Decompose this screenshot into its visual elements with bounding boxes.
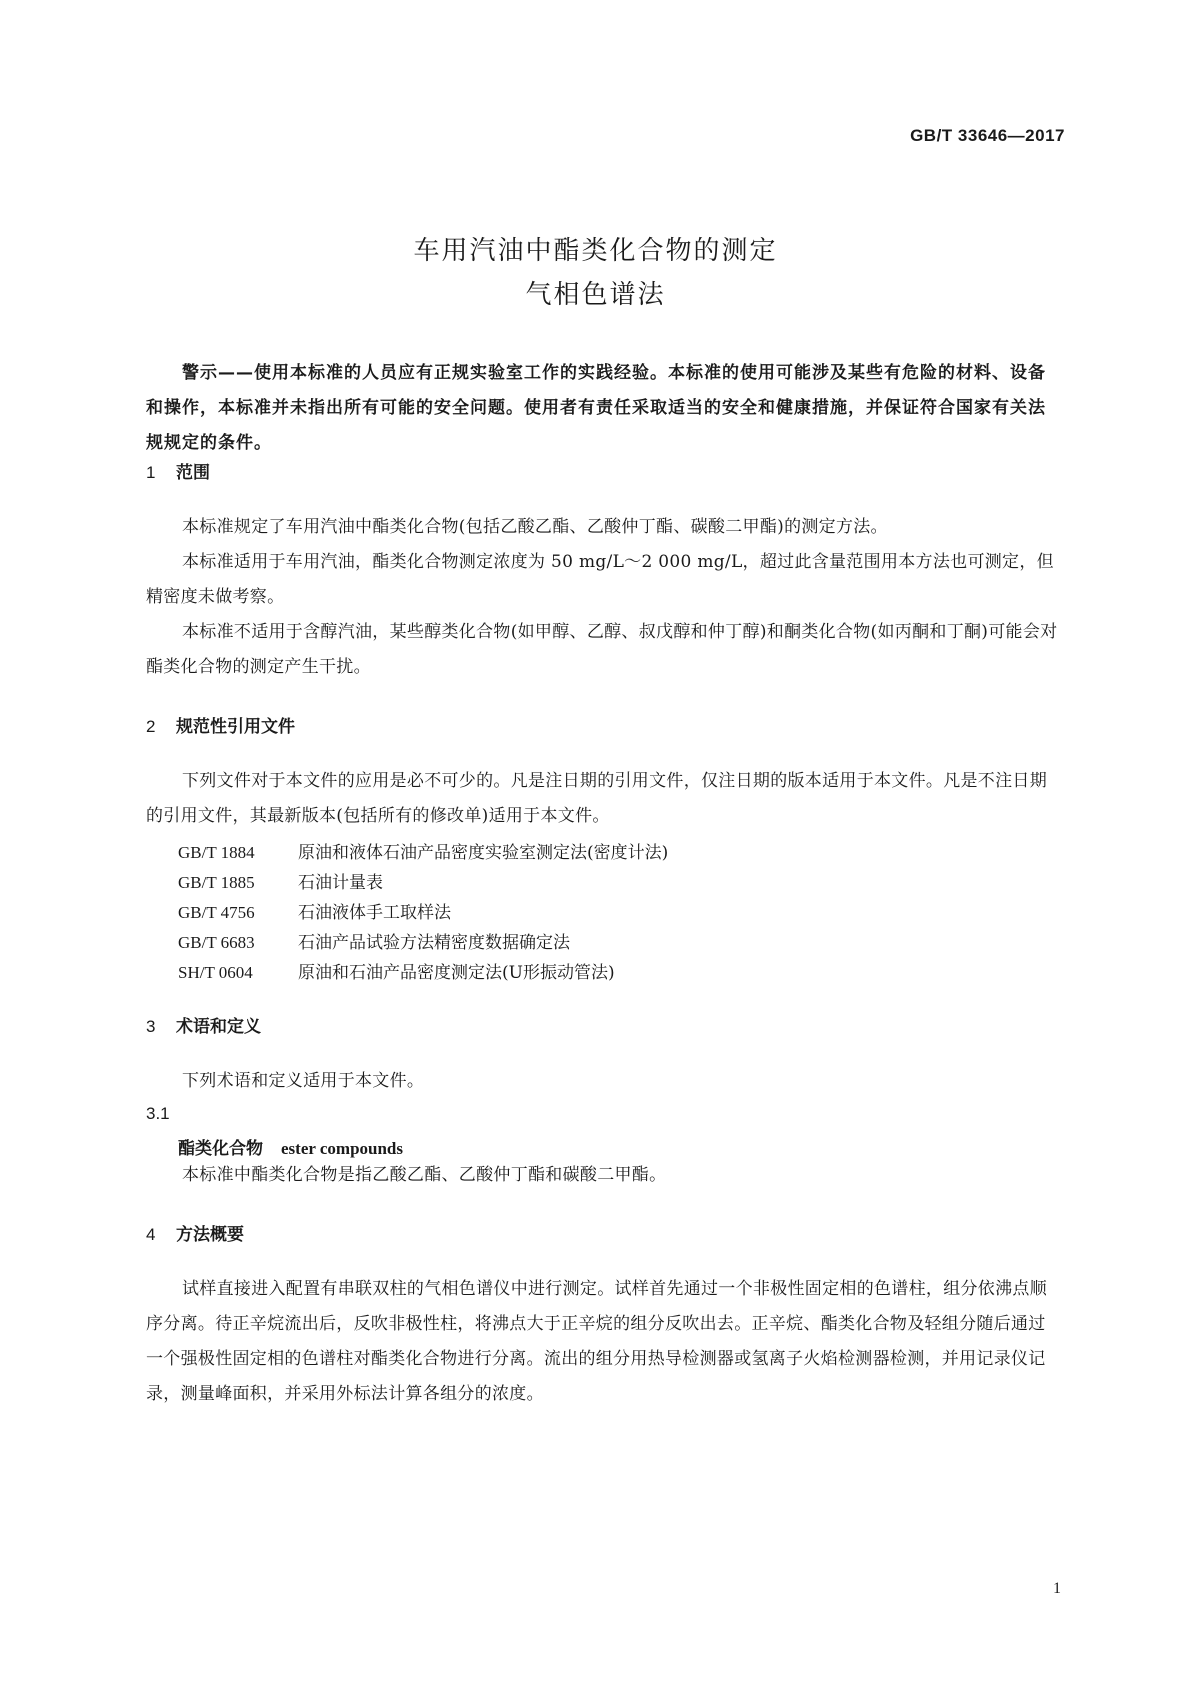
reference-title: 原油和液体石油产品密度实验室测定法(密度计法) (298, 843, 669, 863)
paragraph: 本标准适用于车用汽油，酯类化合物测定浓度为 50 mg/L～2 000 mg/L，超过此含量范围用本方法也可测定，但精密度未做考察。 (146, 552, 1054, 607)
document-title: 车用汽油中酯类化合物的测定 (413, 236, 778, 266)
reference-title: 石油产品试验方法精密度数据确定法 (298, 933, 570, 953)
page-number: 1 (1053, 1580, 1061, 1597)
term-definition: 本标准中酯类化合物是指乙酸乙酯、乙酸仲丁酯和碳酸二甲酯。 (182, 1165, 667, 1185)
paragraph: 试样直接进入配置有串联双柱的气相色谱仪中进行测定。试样首先通过一个非极性固定相的色谱柱，组分依沸点顺序分离。待正辛烷流出后，反吹非极性柱，将沸点大于正辛烷的组分反吹出去。正辛烷、酯类化合物及轻组分随后通过一个强极性固定相的色谱柱对酯类化合物进行分离。流出的组分用热导检测器或氢离子火焰检测器检测，并用记录仪记录，测量峰面积，并采用外标法计算各组分的浓度。 (146, 1279, 1047, 1404)
reference-item (178, 868, 383, 893)
section-title: 规范性引用文件 (176, 717, 295, 737)
reference-item (178, 898, 451, 923)
section-heading-normative-references (146, 712, 295, 737)
reference-code: SH/T 0604 (178, 963, 253, 982)
reference-code: GB/T 1885 (178, 873, 255, 892)
standard-code: GB/T 33646—2017 (910, 126, 1065, 145)
section-number: 4 (146, 1225, 156, 1244)
reference-item (178, 928, 570, 953)
section-title: 方法概要 (176, 1225, 244, 1245)
paragraph: 本标准规定了车用汽油中酯类化合物(包括乙酸乙酯、乙酸仲丁酯、碳酸二甲酯)的测定方法。 (182, 517, 888, 537)
paragraph: 下列术语和定义适用于本文件。 (182, 1071, 425, 1091)
section-number: 3 (146, 1017, 156, 1036)
section-title: 范围 (176, 463, 210, 483)
reference-title: 原油和石油产品密度测定法(U形振动管法) (298, 963, 615, 983)
section-heading-terms-definitions (146, 1012, 261, 1037)
term-name-english: ester compounds (281, 1139, 403, 1158)
reference-title: 石油计量表 (298, 873, 383, 893)
reference-item (178, 838, 668, 863)
section-title: 术语和定义 (176, 1017, 261, 1037)
reference-code: GB/T 6683 (178, 933, 255, 952)
reference-code: GB/T 1884 (178, 843, 255, 862)
section-heading-scope (146, 458, 210, 483)
reference-code: GB/T 4756 (178, 903, 255, 922)
term-entry (178, 1134, 403, 1159)
warning-paragraph: 警示——使用本标准的人员应有正规实验室工作的实践经验。本标准的使用可能涉及某些有危险的材料、设备和操作，本标准并未指出所有可能的安全问题。使用者有责任采取适当的安全和健康措施，并保证符合国家有关法规规定的条件。 (146, 363, 1046, 453)
document-subtitle: 气相色谱法 (525, 280, 666, 310)
section-number: 1 (146, 463, 156, 482)
paragraph: 本标准不适用于含醇汽油，某些醇类化合物(如甲醇、乙醇、叔戊醇和仲丁醇)和酮类化合物(如丙酮和丁酮)可能会对酯类化合物的测定产生干扰。 (146, 622, 1058, 677)
reference-title: 石油液体手工取样法 (298, 903, 451, 923)
section-heading-method-summary (146, 1220, 244, 1245)
term-number: 3.1 (146, 1104, 170, 1123)
paragraph: 下列文件对于本文件的应用是必不可少的。凡是注日期的引用文件，仅注日期的版本适用于本文件。凡是不注日期的引用文件，其最新版本(包括所有的修改单)适用于本文件。 (146, 771, 1047, 826)
term-name-chinese: 酯类化合物 (178, 1139, 263, 1159)
section-number: 2 (146, 717, 156, 736)
reference-item (178, 958, 615, 983)
